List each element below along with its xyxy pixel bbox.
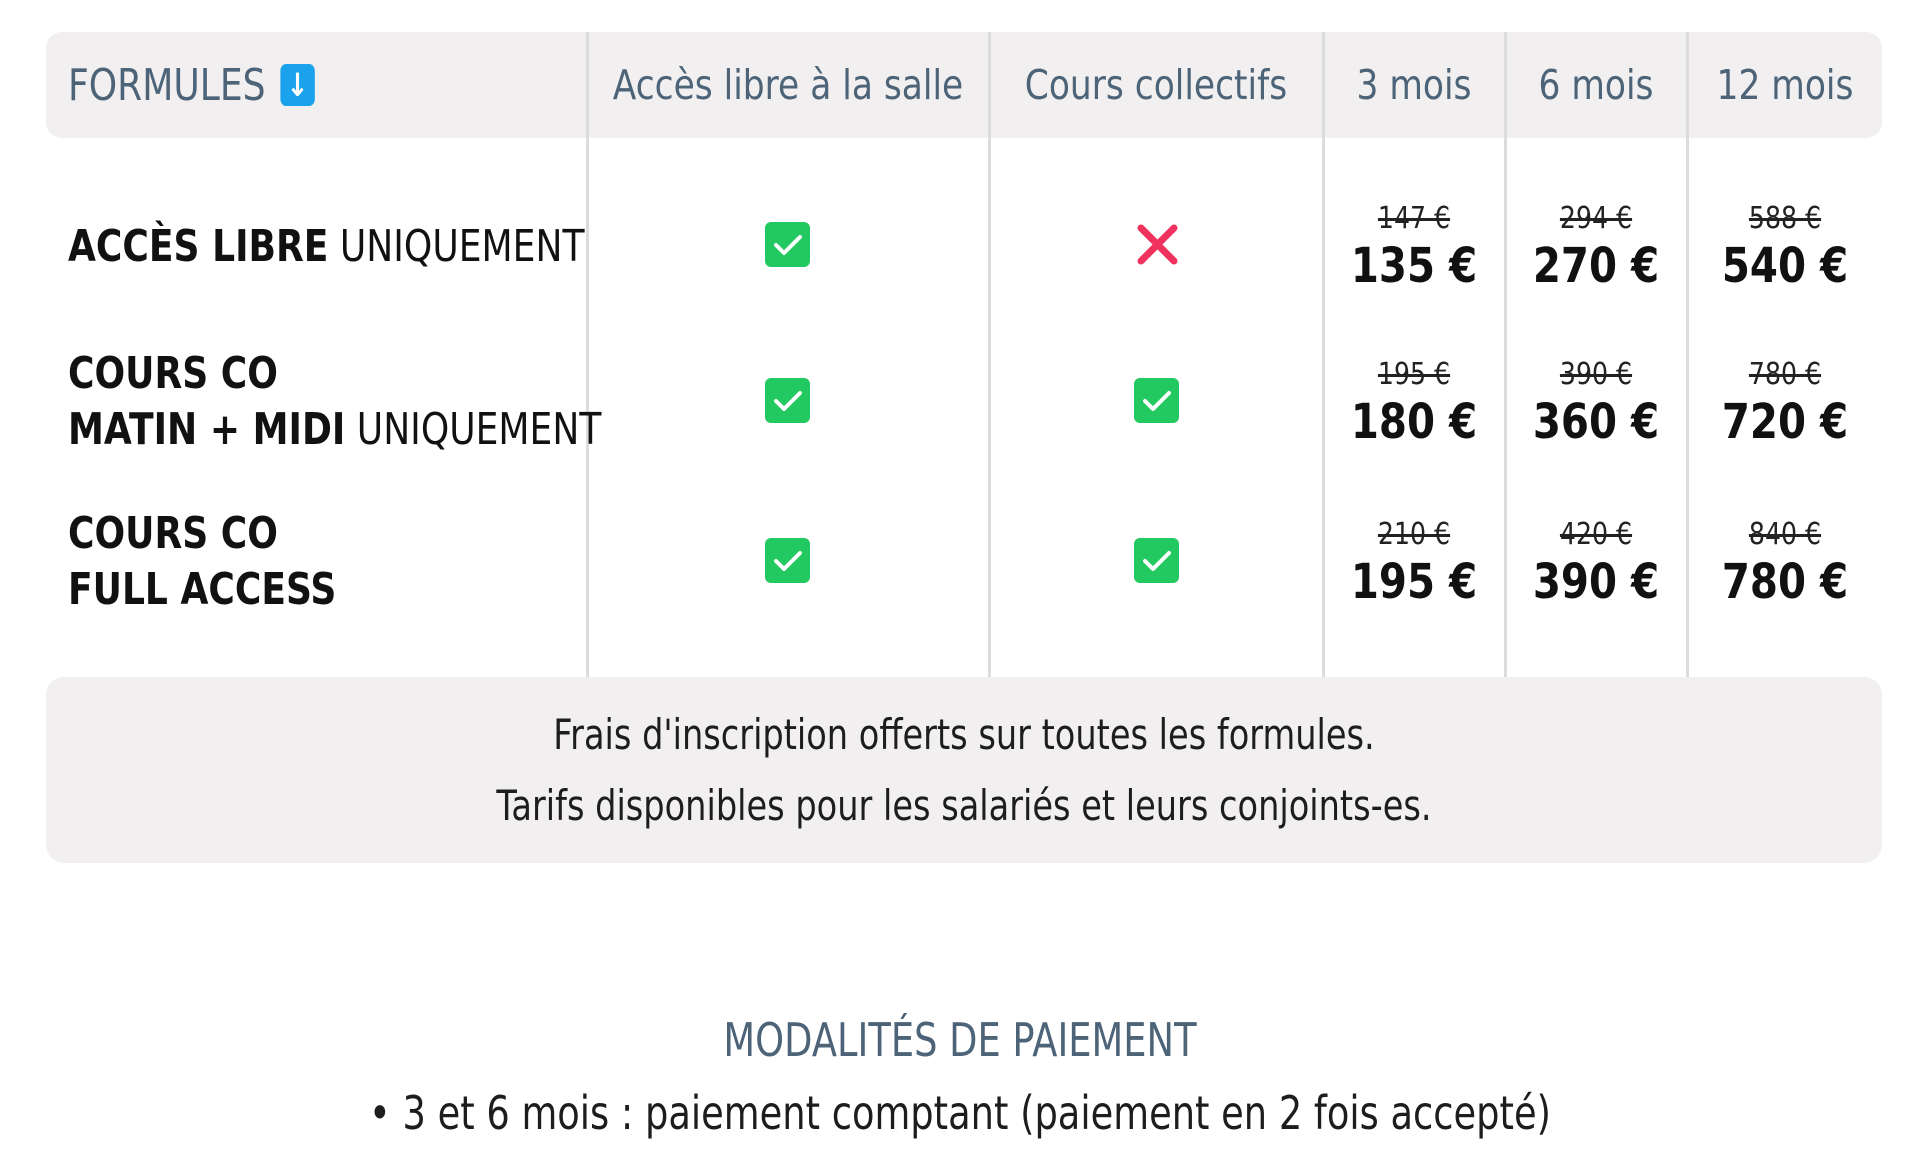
arrow-down-icon: ↓	[280, 64, 314, 106]
price-cell	[1338, 517, 1489, 611]
row-label-acces-libre: ACCÈS LIBRE UNIQUEMENT	[68, 221, 585, 272]
price-cell	[1338, 357, 1489, 451]
old-price: 294 €	[1559, 201, 1633, 236]
old-price: 588 €	[1748, 201, 1822, 236]
column-divider	[1322, 32, 1325, 677]
column-divider	[1504, 32, 1507, 677]
new-price: 180 €	[1350, 394, 1478, 450]
new-price: 780 €	[1721, 554, 1849, 610]
price-cell	[1520, 201, 1671, 295]
modalites-line: • 3 et 6 mois : paiement comptant (paiement en 2 fois accepté)	[369, 1086, 1551, 1140]
row-label-cours-co-full-access: COURS CO FULL ACCESS	[68, 508, 337, 615]
price-cell	[1709, 517, 1860, 611]
new-price: 195 €	[1350, 554, 1478, 610]
old-price: 390 €	[1559, 357, 1633, 392]
row-label-cours-co-matin-midi: COURS CO MATIN + MIDI UNIQUEMENT	[68, 348, 602, 455]
price-cell	[1709, 357, 1860, 451]
old-price: 195 €	[1377, 357, 1451, 392]
new-price: 390 €	[1532, 554, 1660, 610]
column-header-12-mois: 12 mois	[1716, 61, 1854, 109]
check-icon	[765, 378, 810, 423]
column-header-3-mois: 3 mois	[1356, 61, 1472, 109]
new-price: 540 €	[1721, 238, 1849, 294]
info-line-tarifs: Tarifs disponibles pour les salariés et leurs conjoints-es.	[496, 781, 1432, 830]
check-icon	[765, 222, 810, 267]
check-icon	[765, 538, 810, 583]
info-line-inscription: Frais d'inscription offerts sur toutes les formules.	[553, 710, 1375, 759]
formules-label: FORMULES	[68, 59, 266, 111]
old-price: 840 €	[1748, 517, 1822, 552]
old-price: 420 €	[1559, 517, 1633, 552]
new-price: 135 €	[1350, 238, 1478, 294]
cross-icon	[1135, 222, 1180, 267]
column-header-cours-collectifs: Cours collectifs	[1024, 61, 1288, 109]
new-price: 360 €	[1532, 394, 1660, 450]
old-price: 780 €	[1748, 357, 1822, 392]
old-price: 147 €	[1377, 201, 1451, 236]
price-cell	[1338, 201, 1489, 295]
info-panel	[46, 677, 1882, 863]
column-header-acces-libre: Accès libre à la salle	[612, 61, 964, 109]
column-divider	[1686, 32, 1689, 677]
modalites-title: MODALITÉS DE PAIEMENT	[723, 1013, 1197, 1067]
column-header-6-mois: 6 mois	[1538, 61, 1654, 109]
new-price: 270 €	[1532, 238, 1660, 294]
price-cell	[1709, 201, 1860, 295]
column-divider	[988, 32, 991, 677]
check-icon	[1134, 538, 1179, 583]
price-cell	[1520, 517, 1671, 611]
check-icon	[1134, 378, 1179, 423]
price-cell	[1520, 357, 1671, 451]
new-price: 720 €	[1721, 394, 1849, 450]
old-price: 210 €	[1377, 517, 1451, 552]
formules-header	[68, 32, 315, 138]
